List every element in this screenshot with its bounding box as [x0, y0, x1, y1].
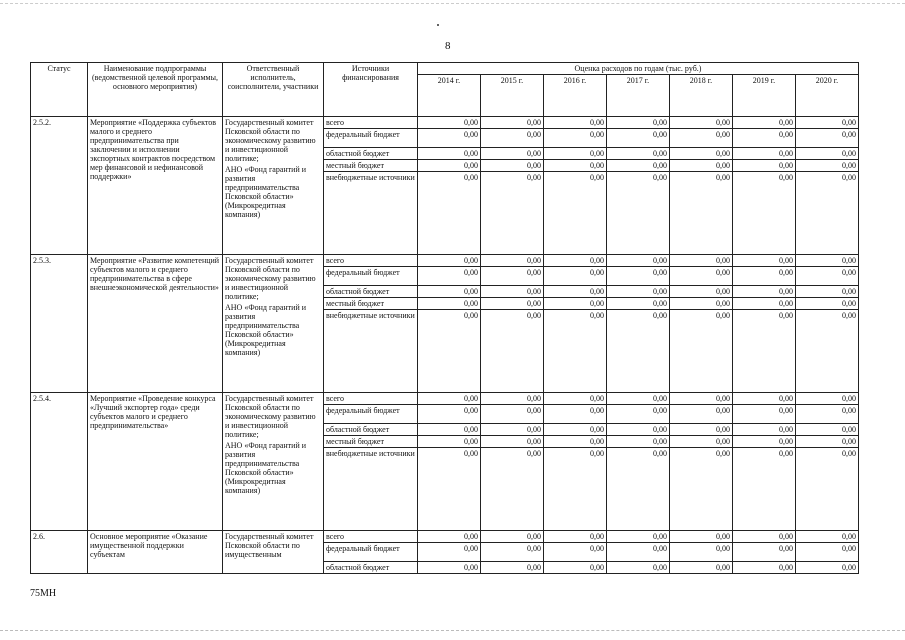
expense-value: 0,00	[481, 255, 544, 267]
funding-source: федеральный бюджет	[324, 405, 418, 424]
expense-value: 0,00	[796, 117, 859, 129]
expense-value: 0,00	[418, 148, 481, 160]
expense-value: 0,00	[796, 531, 859, 543]
funding-source: внебюджетные источники	[324, 310, 418, 393]
expenses-table	[30, 62, 859, 574]
responsible-participant: АНО «Фонд гарантий и развития предпринимательства Псковской области» (Микрокредитная компания)	[225, 165, 307, 219]
header-year: 2015 г.	[481, 75, 544, 117]
row-status: 2.5.4.	[31, 393, 88, 531]
header-name: Наименование подпрограммы (ведомственной целевой программы, основного мероприятия)	[88, 63, 223, 117]
funding-source: всего	[324, 117, 418, 129]
responsible-executor: Государственный комитет Псковской области по имущественным	[225, 532, 314, 559]
expense-value: 0,00	[418, 286, 481, 298]
expense-value: 0,00	[607, 436, 670, 448]
table-row	[31, 531, 859, 543]
expense-value: 0,00	[481, 160, 544, 172]
expense-value: 0,00	[418, 424, 481, 436]
expense-value: 0,00	[418, 160, 481, 172]
funding-source: всего	[324, 255, 418, 267]
header-expenses: Оценка расходов по годам (тыс. руб.)	[418, 63, 859, 75]
funding-source: федеральный бюджет	[324, 267, 418, 286]
expense-value: 0,00	[481, 393, 544, 405]
expense-value: 0,00	[481, 267, 544, 286]
row-name: Мероприятие «Поддержка субъектов малого и среднего предпринимательства при заключении и исполнении экспортных контрактов посредством мер финансовой и нефинансовой поддержки»	[88, 117, 223, 255]
expense-value: 0,00	[481, 436, 544, 448]
funding-source: внебюджетные источники	[324, 172, 418, 255]
expense-value: 0,00	[733, 310, 796, 393]
expense-value: 0,00	[418, 298, 481, 310]
expense-value: 0,00	[670, 543, 733, 562]
funding-source: местный бюджет	[324, 298, 418, 310]
expense-value: 0,00	[607, 562, 670, 574]
expense-value: 0,00	[544, 286, 607, 298]
expense-value: 0,00	[733, 148, 796, 160]
expense-value: 0,00	[544, 543, 607, 562]
expense-value: 0,00	[796, 172, 859, 255]
expense-value: 0,00	[670, 310, 733, 393]
expense-value: 0,00	[607, 543, 670, 562]
scan-dot	[437, 24, 439, 26]
expense-value: 0,00	[733, 298, 796, 310]
row-status: 2.5.3.	[31, 255, 88, 393]
expense-value: 0,00	[544, 531, 607, 543]
expense-value: 0,00	[607, 310, 670, 393]
expense-value: 0,00	[418, 267, 481, 286]
expense-value: 0,00	[418, 436, 481, 448]
expense-value: 0,00	[796, 424, 859, 436]
expense-value: 0,00	[670, 393, 733, 405]
funding-source: всего	[324, 393, 418, 405]
expense-value: 0,00	[481, 117, 544, 129]
expense-value: 0,00	[544, 172, 607, 255]
table-row	[31, 117, 859, 129]
expense-value: 0,00	[544, 393, 607, 405]
funding-source: внебюджетные источники	[324, 448, 418, 531]
expense-value: 0,00	[796, 160, 859, 172]
expense-value: 0,00	[418, 310, 481, 393]
funding-source: областной бюджет	[324, 286, 418, 298]
expense-value: 0,00	[733, 393, 796, 405]
expense-value: 0,00	[607, 531, 670, 543]
header-sources: Источники финансирования	[324, 63, 418, 117]
expense-value: 0,00	[670, 160, 733, 172]
expense-value: 0,00	[481, 448, 544, 531]
expense-value: 0,00	[418, 129, 481, 148]
row-status: 2.6.	[31, 531, 88, 574]
responsible-executor: Государственный комитет Псковской области по экономическому развитию и инвестиционной политике;	[225, 118, 316, 163]
expense-value: 0,00	[607, 393, 670, 405]
expense-value: 0,00	[670, 286, 733, 298]
expense-value: 0,00	[481, 405, 544, 424]
expense-value: 0,00	[796, 448, 859, 531]
table-row	[31, 255, 859, 267]
expense-value: 0,00	[733, 255, 796, 267]
expense-value: 0,00	[670, 298, 733, 310]
header-year: 2018 г.	[670, 75, 733, 117]
expense-value: 0,00	[607, 160, 670, 172]
header-status: Статус	[31, 63, 88, 117]
row-name: Мероприятие «Развитие компетенций субъектов малого и среднего предпринимательства в сфере внешнеэкономической деятельности»	[88, 255, 223, 393]
expense-value: 0,00	[733, 531, 796, 543]
expense-value: 0,00	[607, 286, 670, 298]
expense-value: 0,00	[544, 267, 607, 286]
expense-value: 0,00	[796, 148, 859, 160]
expense-value: 0,00	[544, 448, 607, 531]
expense-value: 0,00	[481, 172, 544, 255]
expense-value: 0,00	[733, 129, 796, 148]
expense-value: 0,00	[544, 405, 607, 424]
row-responsible	[223, 393, 324, 531]
header-responsible: Ответственный исполнитель, соисполнители, участники	[223, 63, 324, 117]
expense-value: 0,00	[544, 148, 607, 160]
row-name: Мероприятие «Проведение конкурса «Лучший экспортер года» среди субъектов малого и среднего предпринимательства»	[88, 393, 223, 531]
header-year: 2020 г.	[796, 75, 859, 117]
expense-value: 0,00	[607, 424, 670, 436]
responsible-participant: АНО «Фонд гарантий и развития предпринимательства Псковской области» (Микрокредитная компания)	[225, 303, 307, 357]
expense-value: 0,00	[796, 286, 859, 298]
expense-value: 0,00	[418, 531, 481, 543]
expense-value: 0,00	[607, 267, 670, 286]
expense-value: 0,00	[670, 148, 733, 160]
expense-value: 0,00	[418, 543, 481, 562]
responsible-participant: АНО «Фонд гарантий и развития предпринимательства Псковской области» (Микрокредитная компания)	[225, 441, 307, 495]
funding-source: федеральный бюджет	[324, 129, 418, 148]
expense-value: 0,00	[418, 562, 481, 574]
expense-value: 0,00	[796, 393, 859, 405]
expense-value: 0,00	[670, 424, 733, 436]
expense-value: 0,00	[607, 255, 670, 267]
expense-value: 0,00	[796, 310, 859, 393]
table-row	[31, 393, 859, 405]
expense-value: 0,00	[796, 129, 859, 148]
scan-bottom-edge	[0, 630, 905, 631]
expense-value: 0,00	[733, 543, 796, 562]
expense-value: 0,00	[670, 117, 733, 129]
expense-value: 0,00	[607, 448, 670, 531]
expense-value: 0,00	[481, 531, 544, 543]
funding-source: областной бюджет	[324, 148, 418, 160]
expense-value: 0,00	[670, 531, 733, 543]
expense-value: 0,00	[670, 172, 733, 255]
expense-value: 0,00	[544, 310, 607, 393]
expense-value: 0,00	[481, 129, 544, 148]
expense-value: 0,00	[670, 129, 733, 148]
row-responsible	[223, 531, 324, 574]
expense-value: 0,00	[733, 117, 796, 129]
header-year: 2016 г.	[544, 75, 607, 117]
expense-value: 0,00	[607, 129, 670, 148]
expense-value: 0,00	[733, 286, 796, 298]
expense-value: 0,00	[607, 405, 670, 424]
expense-value: 0,00	[544, 436, 607, 448]
expense-value: 0,00	[733, 267, 796, 286]
funding-source: областной бюджет	[324, 424, 418, 436]
responsible-executor: Государственный комитет Псковской области по экономическому развитию и инвестиционной политике;	[225, 256, 316, 301]
expense-value: 0,00	[796, 543, 859, 562]
scan-top-edge	[0, 3, 905, 4]
expense-value: 0,00	[544, 117, 607, 129]
expense-value: 0,00	[796, 562, 859, 574]
expense-value: 0,00	[481, 298, 544, 310]
expense-value: 0,00	[418, 448, 481, 531]
funding-source: федеральный бюджет	[324, 543, 418, 562]
expense-value: 0,00	[670, 255, 733, 267]
footer-code: 75МН	[30, 588, 57, 599]
expense-value: 0,00	[733, 160, 796, 172]
expense-value: 0,00	[796, 436, 859, 448]
expense-value: 0,00	[607, 148, 670, 160]
expense-value: 0,00	[418, 172, 481, 255]
row-name: Основное мероприятие «Оказание имущественной поддержки субъектам	[88, 531, 223, 574]
expense-value: 0,00	[796, 405, 859, 424]
expense-value: 0,00	[733, 436, 796, 448]
expense-value: 0,00	[796, 298, 859, 310]
expense-value: 0,00	[544, 424, 607, 436]
funding-source: местный бюджет	[324, 160, 418, 172]
expense-value: 0,00	[544, 562, 607, 574]
expense-value: 0,00	[481, 424, 544, 436]
header-year: 2017 г.	[607, 75, 670, 117]
expense-value: 0,00	[670, 562, 733, 574]
expense-value: 0,00	[418, 405, 481, 424]
expense-value: 0,00	[418, 255, 481, 267]
expense-value: 0,00	[733, 448, 796, 531]
expense-value: 0,00	[544, 255, 607, 267]
expense-value: 0,00	[670, 405, 733, 424]
expense-value: 0,00	[607, 298, 670, 310]
expense-value: 0,00	[796, 255, 859, 267]
expense-value: 0,00	[733, 424, 796, 436]
expense-value: 0,00	[670, 267, 733, 286]
expense-value: 0,00	[481, 543, 544, 562]
expense-value: 0,00	[733, 562, 796, 574]
expense-value: 0,00	[796, 267, 859, 286]
expense-value: 0,00	[544, 160, 607, 172]
header-year: 2014 г.	[418, 75, 481, 117]
expense-value: 0,00	[607, 117, 670, 129]
funding-source: местный бюджет	[324, 436, 418, 448]
page-number: 8	[445, 40, 451, 52]
expense-value: 0,00	[733, 405, 796, 424]
expense-value: 0,00	[481, 562, 544, 574]
header-year: 2019 г.	[733, 75, 796, 117]
expense-value: 0,00	[544, 129, 607, 148]
expense-value: 0,00	[733, 172, 796, 255]
expense-value: 0,00	[544, 298, 607, 310]
row-status: 2.5.2.	[31, 117, 88, 255]
responsible-executor: Государственный комитет Псковской области по экономическому развитию и инвестиционной политике;	[225, 394, 316, 439]
row-responsible	[223, 117, 324, 255]
expense-value: 0,00	[481, 148, 544, 160]
expense-value: 0,00	[670, 436, 733, 448]
expense-value: 0,00	[481, 310, 544, 393]
funding-source: областной бюджет	[324, 562, 418, 574]
row-responsible	[223, 255, 324, 393]
expense-value: 0,00	[418, 393, 481, 405]
expense-value: 0,00	[670, 448, 733, 531]
funding-source: всего	[324, 531, 418, 543]
expense-value: 0,00	[607, 172, 670, 255]
expense-value: 0,00	[481, 286, 544, 298]
expense-value: 0,00	[418, 117, 481, 129]
